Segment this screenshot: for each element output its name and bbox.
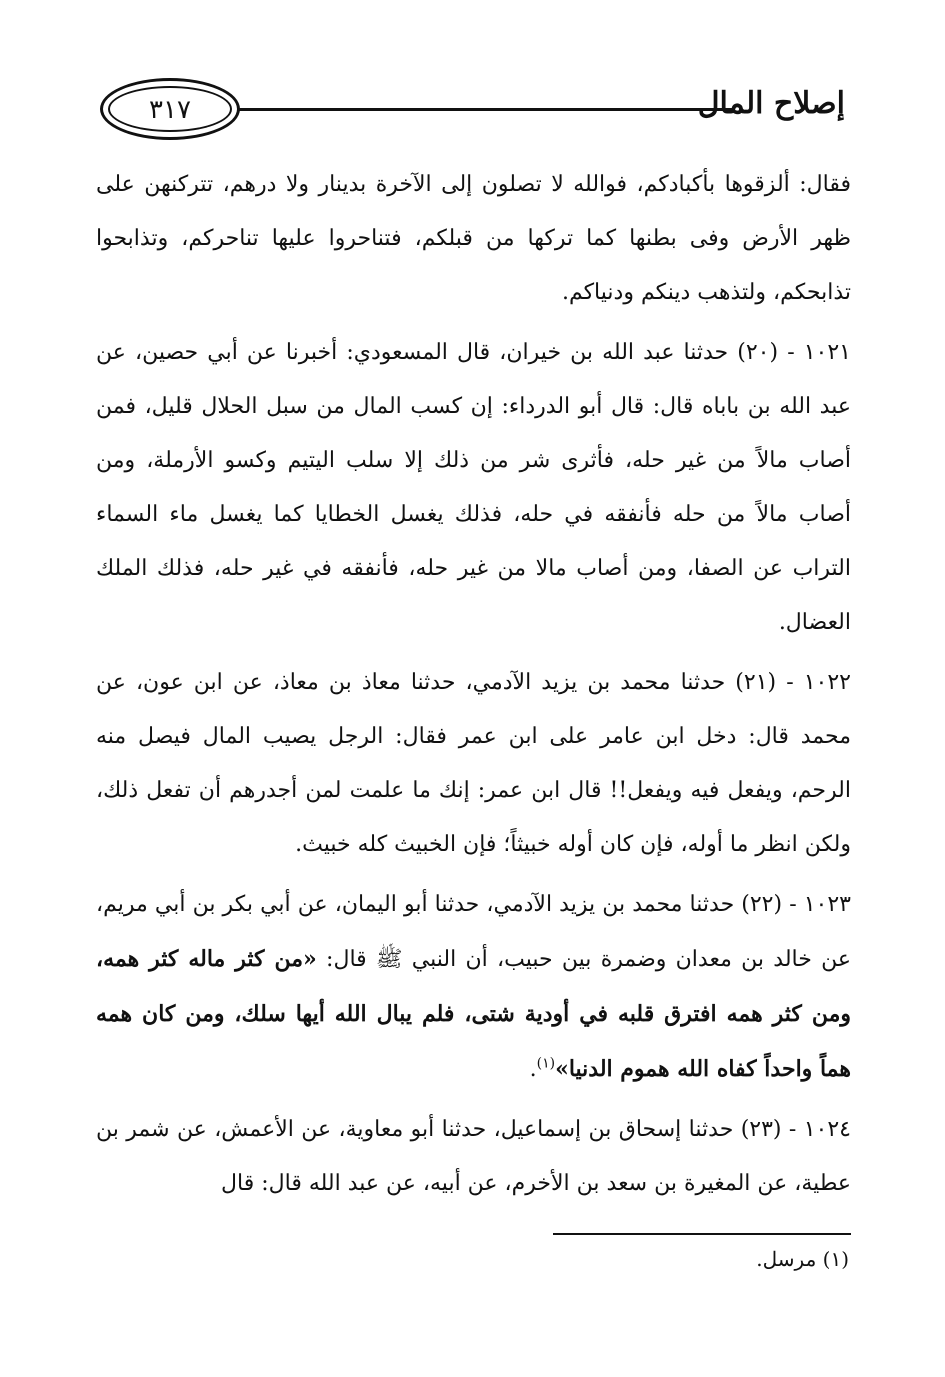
paragraph-text: ١٠٢٣ - (٢٢) حدثنا محمد بن يزيد الآدمي، حدثنا أبو اليمان، عن أبي بكر بن أبي مريم، عن خالد بن معدان وضمرة بين حبيب، أن النبي ﷺ قال: xyxy=(96,892,851,972)
footnote: (١) مرسل. xyxy=(756,1247,849,1271)
chapter-title: إصلاح المال xyxy=(697,86,845,121)
paragraph xyxy=(96,158,851,320)
header-rule xyxy=(238,108,733,111)
page-header xyxy=(0,78,945,148)
hadith-quote: «من كثر ماله كثر همه، ومن كثر همه افترق قلبه في أودية شتى، فلم يبال الله أيها سلك، ومن كان همه هماً واحداً كفاه الله هموم الدنيا» xyxy=(96,946,851,1082)
paragraph-text: فقال: ألزقوها بأكبادكم، فوالله لا تصلون إلى الآخرة بدينار ولا درهم، تتركنهن على ظهر الأرض وفى بطنها كما تركها من قبلكم، فتناحروا عليها تناحركم، وتذابحوا تذابحكم، ولتذهب دينكم ودنياكم. xyxy=(96,172,851,305)
paragraph-text: ١٠٢٢ - (٢١) حدثنا محمد بن يزيد الآدمي، حدثنا معاذ بن معاذ، عن ابن عون، عن محمد قال: دخل ابن عامر على ابن عمر فقال: الرجل يصيب المال فيصل منه الرحم، ويفعل فيه ويفعل!! قال ابن عمر: إنك ما علمت لمن أجدرهم أن تفعل ذلك، ولكن انظر ما أوله، فإن كان أوله خبيثاً؛ فإن الخبيث كله خبيث. xyxy=(96,670,851,857)
paragraph xyxy=(96,326,851,650)
footnote-reference: (١) xyxy=(536,1055,556,1072)
paragraph xyxy=(96,1103,851,1211)
page-number-frame xyxy=(100,78,240,140)
page-number: ٣١٧ xyxy=(149,95,191,125)
paragraph-text: ١٠٢٤ - (٢٣) حدثنا إسحاق بن إسماعيل، حدثنا أبو معاوية، عن الأعمش، عن شمر بن عطية، عن المغيرة بن سعد بن الأخرم، عن أبيه، عن عبد الله قال: قال xyxy=(96,1117,851,1196)
main-text xyxy=(96,158,851,1217)
paragraph xyxy=(96,656,851,872)
paragraph-text: ١٠٢١ - (٢٠) حدثنا عبد الله بن خيران، قال المسعودي: أخبرنا عن أبي حصين، عن عبد الله بن باباه قال: قال أبو الدرداء: إن كسب المال من سبل الحلال قليل، فمن أصاب مالاً من غير حله، فأثرى شر من ذلك إلا سلب اليتيم وكسو الأرملة، ومن أصاب مالاً من حله فأنفقه في حله، فذلك يغسل الخطايا كما يغسل ماء السماء التراب عن الصفا، ومن أصاب مالا من غير حله، فأنفقه في غير حله، فذلك الملك العضال. xyxy=(96,340,851,635)
footnote-divider xyxy=(553,1233,851,1235)
paragraph-tail: . xyxy=(529,1057,537,1082)
paragraph xyxy=(96,878,851,1097)
